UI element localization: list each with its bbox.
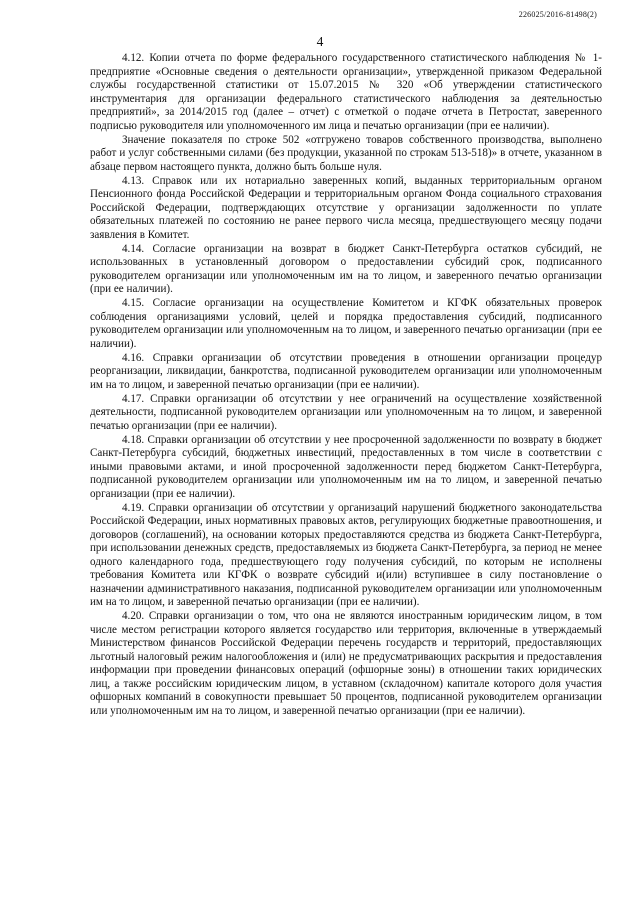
- paragraph-4-16: 4.16. Справки организации об отсутствии проведения в отношении организации процедур реорганизации, ликвидации, банкротства, подписанной руководителем организации или уполномоченным им на то лицом, и заверенной печатью организации (при ее наличии).: [90, 351, 602, 391]
- page-number: 4: [316, 34, 324, 49]
- document-id: 226025/2016-81498(2): [518, 10, 597, 19]
- paragraph-4-20: 4.20. Справки организации о том, что она не являются иностранным юридическим лицом, в том числе местом регистрации которого является государство или территория, включенные в утверждаемый Министерством финансов Российской Федерации перечень государств и территорий, предоставляющих льготный налоговый режим налогообложения и (или) не предусматривающих раскрытия и предоставления информации при проведении финансовых операций (офшорные зоны) в отношении таких юридических лиц, а также российским юридическим лицом, в уставном (складочном) капитале которого доля участия офшорных компаний в совокупности превышает 50 процентов, подписанной руководителем организации или уполномоченным им на то лицом, и заверенной печатью организации (при ее наличии).: [90, 610, 602, 717]
- paragraph-4-15: 4.15. Согласие организации на осуществление Комитетом и КГФК обязательных проверок соблюдения организациями условий, целей и порядка предоставления субсидий, подписанного руководителем организации или уполномоченным на то лицом, и заверенного печатью организации (при ее наличии).: [90, 297, 602, 350]
- paragraph-4-14: 4.14. Согласие организации на возврат в бюджет Санкт-Петербурга остатков субсидий, не использованных в установленный договором о предоставлении субсидий срок, подписанного руководителем организации или уполномоченным им на то лицом, и заверенного печатью организации (при ее наличии).: [90, 242, 602, 295]
- paragraph-4-17: 4.17. Справки организации об отсутствии у нее ограничений на осуществление хозяйственной деятельности, подписанной руководителем организации или уполномоченным на то лицом, и заверенной печатью организации (при ее наличии).: [90, 392, 602, 432]
- paragraph-4-18: 4.18. Справки организации об отсутствии у нее просроченной задолженности по возврату в бюджет Санкт-Петербурга субсидий, бюджетных инвестиций, предоставленных в том числе в соответствии с иными правовыми актами, и иной просроченной задолженности перед бюджетом Санкт-Петербурга, подписанной руководителем организации или уполномоченным им на то лицом, и заверенной печатью организации (при ее наличии).: [90, 433, 602, 500]
- document-body: [90, 52, 602, 718]
- paragraph-4-12: 4.12. Копии отчета по форме федерального государственного статистического наблюдения № 1-предприятие «Основные сведения о деятельности организации», утвержденной приказом Федеральной службы государственной статистики от 15.07.2015 № 320 «Об утверждении статистического инструментария для организации федерального статистического наблюдения за деятельностью предприятий», за 2014/2015 год (далее – отчет) с отметкой о подаче отчета в Петростат, заверенного подписью руководителя или уполномоченного им лица и печатью организации (при ее наличии).: [90, 52, 602, 132]
- paragraph-4-13: 4.13. Справок или их нотариально заверенных копий, выданных территориальным органом Пенсионного фонда Российской Федерации и территориальным органом Фонда социального страхования Российской Федерации, подтверждающих отсутствие у организации задолженности по уплате обязательных платежей по состоянию не ранее первого числа месяца, предшествующего месяцу подачи заявления в Комитет.: [90, 174, 602, 241]
- paragraph-4-12-note: Значение показателя по строке 502 «отгружено товаров собственного производства, выполнено работ и услуг собственными силами (без продукции, указанной по строкам 513-518)» в отчете, указанном в абзаце первом настоящего пункта, должно быть больше нуля.: [90, 133, 602, 173]
- paragraph-4-19: 4.19. Справки организации об отсутствии у организаций нарушений бюджетного законодательства Российской Федерации, иных нормативных правовых актов, регулирующих бюджетные правоотношения, и договоров (соглашений), на основании которых предоставляются средства из бюджета Санкт-Петербурга, при использовании денежных средств, предоставляемых из бюджета Санкт-Петербурга, за период не менее одного календарного года, предшествующего году получения субсидий, по которым не исполнены требования Комитета или КГФК о возврате субсидий и(или) вступившее в силу постановление о назначении административного наказания, подписанной руководителем организации или уполномоченным им на то лицом, и заверенной печатью организации (при ее наличии).: [90, 501, 602, 608]
